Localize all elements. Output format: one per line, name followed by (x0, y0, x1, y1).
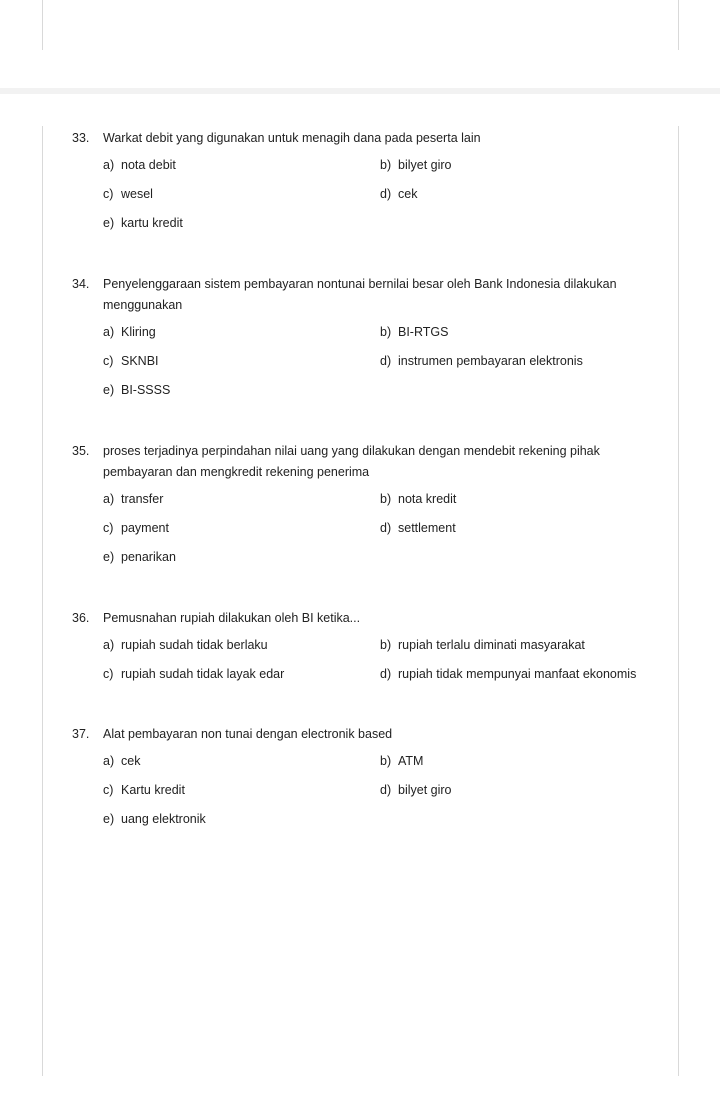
option-b: b) bilyet giro (380, 158, 452, 172)
option-a: a) Kliring (103, 325, 156, 339)
question-text: Warkat debit yang digunakan untuk menagih dana pada peserta lain (103, 131, 481, 145)
question-number: 37. (72, 727, 90, 741)
option-c: c) wesel (103, 187, 153, 201)
page-border-right (678, 0, 679, 50)
option-c: c) payment (103, 521, 169, 535)
page-border-right (678, 126, 679, 1076)
question-36 (72, 608, 652, 687)
question-text: Penyelenggaraan sistem pembayaran nontunai bernilai besar oleh Bank Indonesia dilakukan menggunakan (103, 277, 617, 312)
option-b: b) ATM (380, 754, 424, 768)
question-text: Pemusnahan rupiah dilakukan oleh BI ketika... (103, 611, 361, 625)
option-c: c) Kartu kredit (103, 783, 185, 797)
question-37 (72, 724, 652, 833)
question-number: 34. (72, 277, 90, 291)
question-34 (72, 274, 652, 404)
question-number: 36. (72, 611, 90, 625)
question-number: 33. (72, 131, 90, 145)
option-a: a) transfer (103, 492, 164, 506)
option-b: b) BI-RTGS (380, 325, 449, 339)
option-d: d) bilyet giro (380, 783, 452, 797)
question-text: Alat pembayaran non tunai dengan electronik based (103, 727, 393, 741)
question-number: 35. (72, 444, 90, 458)
option-e: e) penarikan (103, 550, 176, 564)
option-d: d) cek (380, 187, 418, 201)
previous-page (0, 0, 720, 88)
option-d: d) settlement (380, 521, 456, 535)
document-page (0, 94, 720, 1100)
option-d: d) rupiah tidak mempunyai manfaat ekonomis (380, 667, 637, 681)
page-border-left (42, 0, 43, 50)
option-a: a) cek (103, 754, 141, 768)
option-e: e) BI-SSSS (103, 383, 171, 397)
question-33 (72, 128, 652, 237)
question-text: proses terjadinya perpindahan nilai uang yang dilakukan dengan mendebit rekening pihak pembayaran dan mengkredit rekening penerima (103, 444, 600, 479)
page-border-left (42, 126, 43, 1076)
option-e: e) kartu kredit (103, 216, 183, 230)
question-35 (72, 441, 652, 571)
option-c: c) rupiah sudah tidak layak edar (103, 667, 285, 681)
option-a: a) rupiah sudah tidak berlaku (103, 638, 268, 652)
option-b: b) rupiah terlalu diminati masyarakat (380, 638, 585, 652)
option-c: c) SKNBI (103, 354, 159, 368)
option-b: b) nota kredit (380, 492, 457, 506)
option-a: a) nota debit (103, 158, 176, 172)
option-d: d) instrumen pembayaran elektronis (380, 354, 583, 368)
option-e: e) uang elektronik (103, 812, 206, 826)
